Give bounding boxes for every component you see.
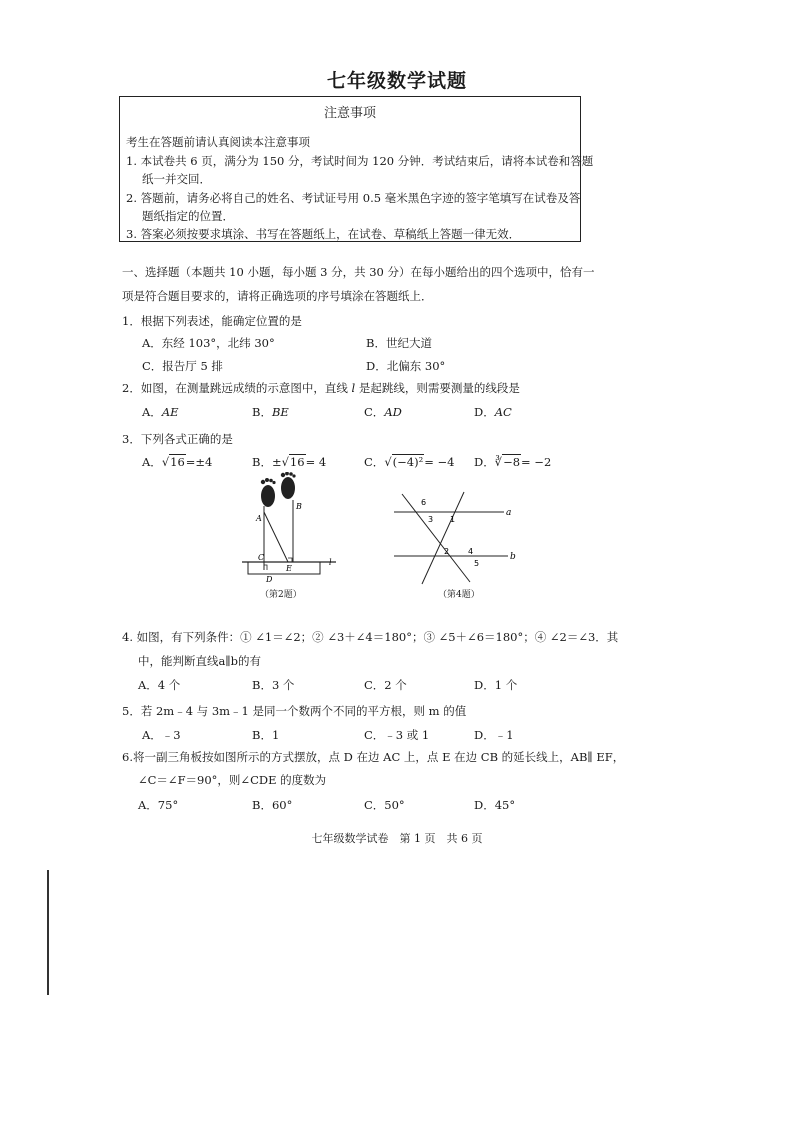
scan-artifact-line [47, 870, 49, 995]
q2-option-d [474, 404, 512, 420]
q6-option-a: A．75° [138, 798, 179, 812]
label-line-a: a [506, 508, 512, 518]
notice-item-1-cont: 纸一并交回． [142, 172, 211, 186]
label-l: l [329, 558, 332, 567]
q5-option-b: B．1 [252, 728, 280, 742]
q3-option-c: C．√(−4)²= −4 [364, 455, 455, 469]
q5-stem: 5．若 2m﹣4 与 3m﹣1 是同一个数两个不同的平方根，则 m 的值 [122, 704, 467, 718]
q3-option-a-radicand: 16 [170, 455, 185, 469]
section-heading-line1: 一、选择题（本题共 10 小题，每小题 3 分，共 30 分）在每小题给出的四个选项中，恰有一 [122, 265, 595, 279]
q2-option-a-label: A． [142, 405, 162, 419]
label-c: C [258, 553, 265, 562]
q3-option-d-result: = −2 [521, 455, 552, 469]
label-a: A [256, 514, 262, 523]
q2-option-b-label: B． [252, 405, 272, 419]
q2-option-d-label: D． [474, 405, 495, 419]
q1-stem: 1．根据下列表述，能确定位置的是 [122, 314, 302, 328]
section-heading-line2: 项是符合题目要求的，请将正确选项的序号填涂在答题纸上． [122, 289, 433, 303]
q6-stem-line2: ∠C＝∠F＝90°，则∠CDE 的度数为 [138, 773, 327, 787]
q1-option-b: B．世纪大道 [366, 336, 432, 350]
label-d: D [266, 575, 273, 584]
angle-1-label: 1 [450, 515, 456, 524]
notice-item-2: 2. 答题前，请务必将自己的姓名、考试证号用 0.5 毫米黑色字迹的签字笔填写在试卷及答 [126, 191, 581, 205]
page-title: 七年级数学试题 [326, 70, 467, 92]
q3-stem: 3．下列各式正确的是 [122, 432, 233, 446]
q4-option-b: B．3 个 [252, 678, 295, 692]
q5-option-c: C．﹣3 或 1 [364, 728, 430, 742]
q2-option-d-value: AC [494, 405, 512, 419]
q2-option-c-value: AD [384, 405, 402, 419]
label-line-b: b [510, 552, 516, 562]
q3-option-c-result: = −4 [424, 455, 455, 469]
angle-4-label: 4 [468, 547, 474, 556]
figure-4-caption: （第4题） [438, 590, 480, 600]
q2-stem-text: 2．如图，在测量跳远成绩的示意图中，直线 [122, 381, 352, 395]
q4-stem-line1: 4. 如图，有下列条件：① ∠1＝∠2；② ∠3＋∠4＝180°；③ ∠5＋∠6＝180°；④ ∠2＝∠3．其 [122, 630, 619, 644]
q2-option-c [364, 404, 402, 420]
q4-stem-line2: 中，能判断直线a∥b的有 [138, 654, 262, 668]
q3-option-c-label: C． [364, 455, 385, 469]
q3-option-b-result: = 4 [305, 455, 327, 469]
notice-item-2-cont: 题纸指定的位置． [142, 209, 234, 223]
q3-option-a-label: A． [142, 455, 162, 469]
notice-heading: 注意事项 [323, 106, 376, 121]
q6-option-b: B．60° [252, 798, 293, 812]
q2-stem-line-l: l [351, 381, 356, 395]
q4-option-d: D．1 个 [474, 678, 518, 692]
label-e: E [286, 564, 292, 573]
transversal-1 [402, 494, 470, 582]
q3-option-d-radicand: −8 [503, 455, 521, 469]
label-b: B [296, 502, 302, 511]
notice-item-3: 3. 答案必须按要求填涂、书写在答题纸上，在试卷、草稿纸上答题一律无效． [126, 227, 521, 241]
q5-option-d: D．﹣1 [474, 728, 514, 742]
sand-pit [248, 562, 320, 574]
q2-option-b-value: BE [271, 405, 289, 419]
q1-option-d: D．北偏东 30° [366, 359, 446, 373]
q3-option-b-radicand: 16 [289, 455, 305, 469]
notice-intro: 考生在答题前请认真阅读本注意事项 [126, 135, 310, 149]
q2-option-c-label: C． [364, 405, 385, 419]
q6-stem-line1: 6.将一副三角板按如图所示的方式摆放，点 D 在边 AC 上，点 E 在边 CB 的延长线上，AB∥ EF， [122, 750, 625, 764]
q2-stem-text-end: 是起跳线，则需要测量的线段是 [355, 381, 520, 395]
q2-stem [122, 380, 520, 396]
q5-option-a: A．﹣3 [142, 728, 181, 742]
angle-2-label: 2 [444, 547, 450, 556]
notice-item-1: 1. 本试卷共 6 页，满分为 150 分，考试时间为 120 分钟．考试结束后，请将本试卷和答题 [126, 154, 594, 168]
transversal-2 [422, 492, 464, 584]
angle-5-label: 5 [474, 559, 480, 568]
q3-option-b: B．±√16= 4 [252, 455, 327, 469]
figure-4 [388, 490, 528, 586]
figure-2-caption: （第2题） [260, 590, 302, 600]
q3-option-d [474, 454, 551, 470]
q1-option-a: A．东经 103°，北纬 30° [142, 336, 275, 350]
q4-option-c: C．2 个 [364, 678, 407, 692]
q3-option-a: A．√16=±4 [142, 455, 213, 469]
figure-2 [236, 472, 346, 602]
q3-option-a-result: =±4 [185, 455, 213, 469]
q1-option-c: C．报告厅 5 排 [142, 359, 223, 373]
q6-option-c: C．50° [364, 798, 405, 812]
page-footer: 七年级数学试卷 第 1 页 共 6 页 [311, 832, 483, 845]
footprint-icon [261, 472, 296, 507]
angle-6-label: 6 [421, 498, 427, 507]
q6-option-d: D．45° [474, 798, 516, 812]
q2-option-b [252, 404, 289, 420]
notice-box [119, 96, 594, 242]
q3-option-c-radicand: (−4)² [392, 455, 424, 469]
q2-option-a [142, 404, 179, 420]
q3-option-d-label: D．∛ [474, 455, 503, 469]
segment-ae [264, 512, 288, 562]
q4-option-a: A．4 个 [138, 678, 181, 692]
q3-option-b-label: B．± [252, 455, 282, 469]
q2-option-a-value: AE [161, 405, 179, 419]
angle-3-label: 3 [428, 515, 434, 524]
